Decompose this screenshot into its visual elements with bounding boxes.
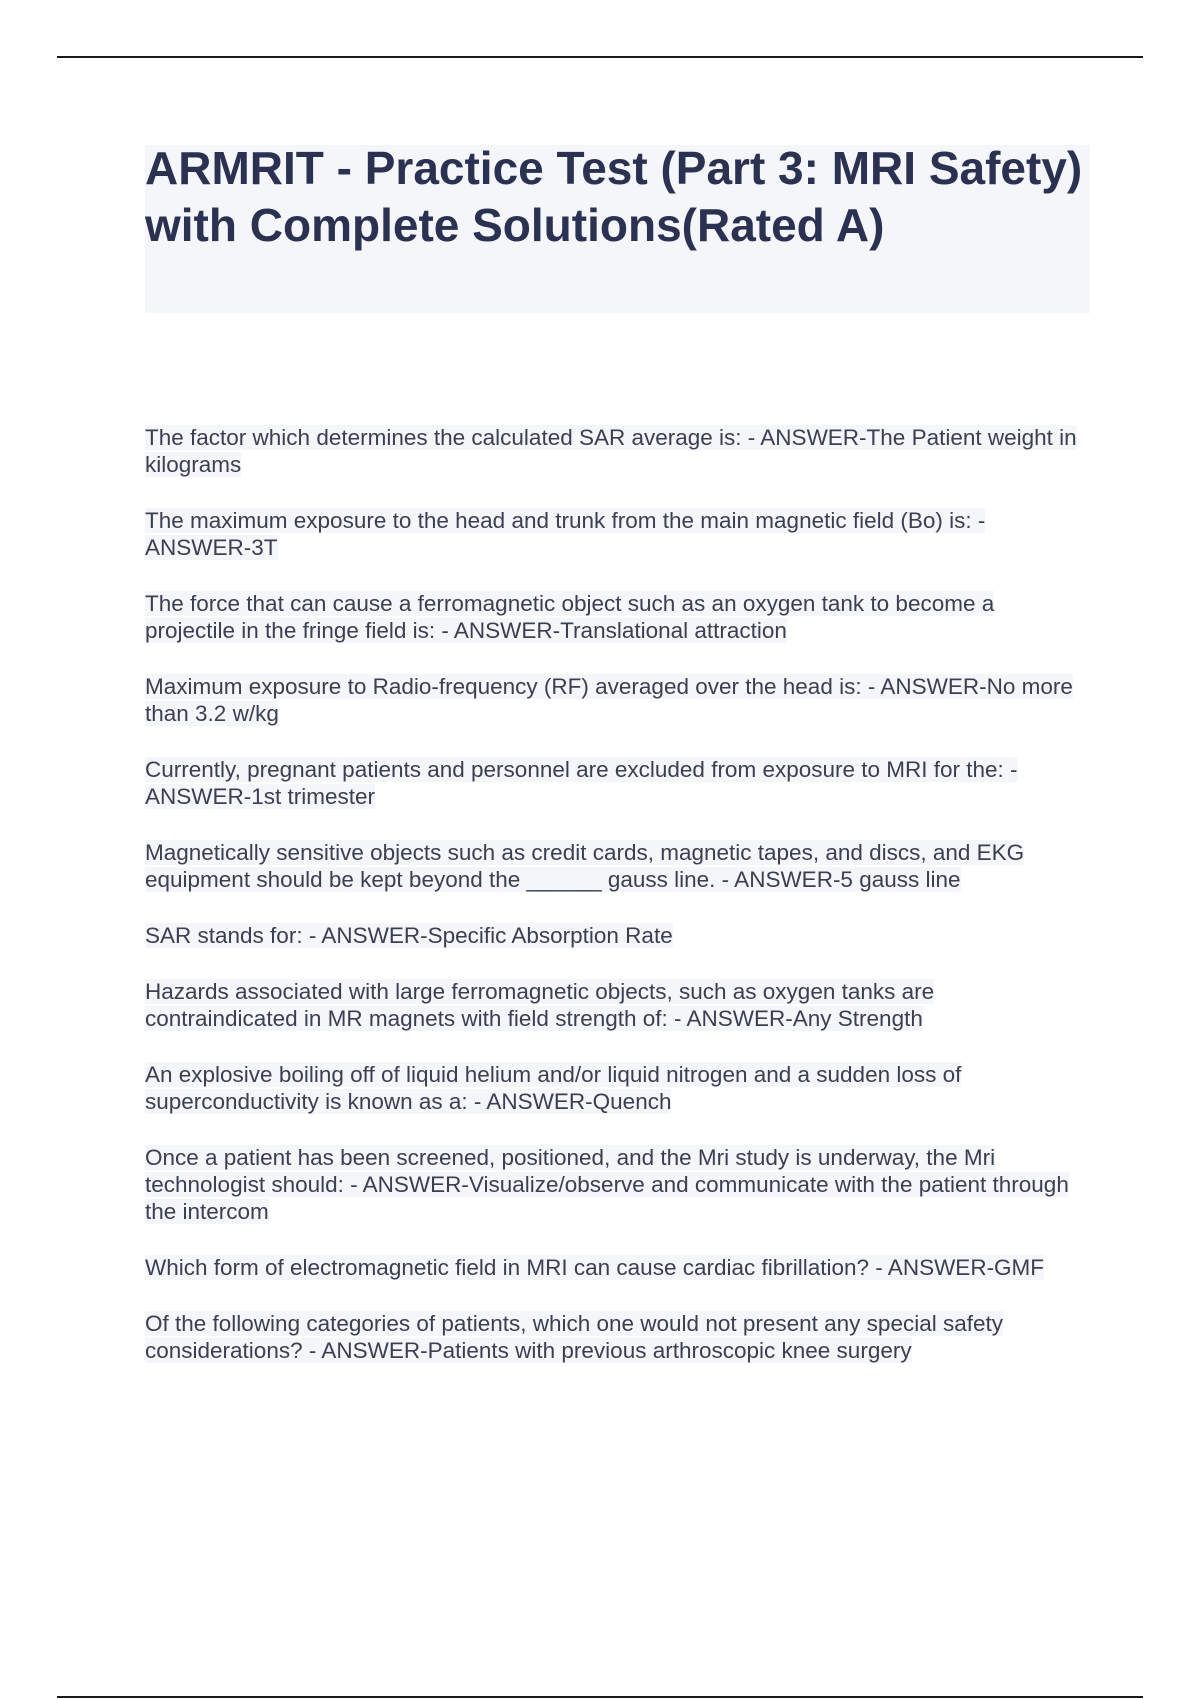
qa-text: Currently, pregnant patients and personnel are excluded from exposure to MRI for the: - ANSWER-1st trimester [145, 757, 1018, 809]
qa-item [145, 507, 1090, 561]
qa-item [145, 1254, 1090, 1281]
qa-item [145, 978, 1090, 1032]
qa-item [145, 590, 1090, 644]
qa-text: An explosive boiling off of liquid helium and/or liquid nitrogen and a sudden loss of superconductivity is known as a: - ANSWER-Quench [145, 1062, 962, 1114]
qa-text: Once a patient has been screened, positioned, and the Mri study is underway, the Mri technologist should: - ANSWER-Visualize/observe and communicate with the patient through the intercom [145, 1145, 1069, 1224]
page-title: ARMRIT - Practice Test (Part 3: MRI Safety) with Complete Solutions(Rated A) [145, 142, 1083, 251]
qa-item [145, 424, 1090, 478]
qa-text: The factor which determines the calculated SAR average is: - ANSWER-The Patient weight in kilograms [145, 425, 1077, 477]
qa-item [145, 1061, 1090, 1115]
qa-text: Of the following categories of patients, which one would not present any special safety considerations? - ANSWER-Patients with previous arthroscopic knee surgery [145, 1311, 1003, 1363]
qa-item [145, 756, 1090, 810]
bottom-rule [57, 1696, 1143, 1698]
qa-text: Which form of electromagnetic field in MRI can cause cardiac fibrillation? - ANSWER-GMF [145, 1255, 1045, 1280]
qa-text: Magnetically sensitive objects such as credit cards, magnetic tapes, and discs, and EKG equipment should be kept beyond the ______ gauss line. - ANSWER-5 gauss line [145, 840, 1025, 892]
qa-text: Hazards associated with large ferromagnetic objects, such as oxygen tanks are contraindicated in MR magnets with field strength of: - ANSWER-Any Strength [145, 979, 935, 1031]
qa-text: The force that can cause a ferromagnetic object such as an oxygen tank to become a projectile in the fringe field is: - ANSWER-Translational attraction [145, 591, 995, 643]
qa-text: The maximum exposure to the head and trunk from the main magnetic field (Bo) is: - ANSWER-3T [145, 508, 986, 560]
qa-item [145, 839, 1090, 893]
qa-item [145, 1310, 1090, 1364]
qa-text: Maximum exposure to Radio-frequency (RF) averaged over the head is: - ANSWER-No more than 3.2 w/kg [145, 674, 1073, 726]
title-block [145, 142, 1090, 313]
qa-item [145, 922, 1090, 949]
qa-list [145, 424, 1090, 1393]
top-rule [57, 56, 1143, 58]
qa-item [145, 1144, 1090, 1225]
qa-text: SAR stands for: - ANSWER-Specific Absorption Rate [145, 923, 673, 948]
qa-item [145, 673, 1090, 727]
